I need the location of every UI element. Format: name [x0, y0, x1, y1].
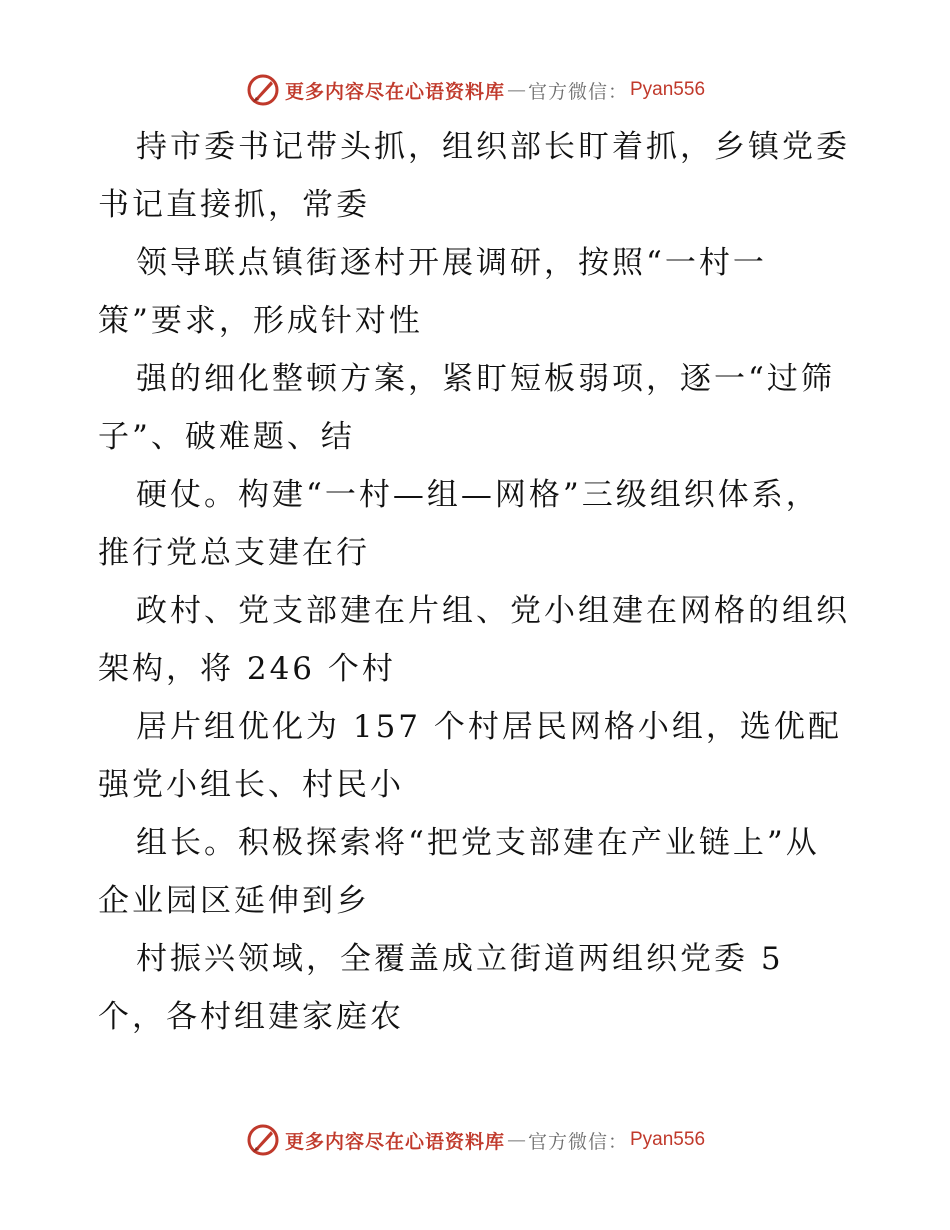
paragraph-line: 策”要求，形成针对性: [98, 303, 423, 339]
quill-pen-icon: [245, 1122, 281, 1158]
banner-brand: 更多内容尽在心语资料库: [284, 1130, 505, 1153]
paragraph-line: 子”、破难题、结: [98, 419, 355, 455]
paragraph: [98, 350, 858, 466]
paragraph-line: 持市委书记带头抓，组织部长盯着抓，乡镇党委: [136, 129, 850, 165]
banner-wechat-label: 官方微信：: [527, 80, 628, 103]
quill-pen-icon: [245, 72, 281, 108]
paragraph-line: 企业园区延伸到乡: [98, 883, 370, 919]
paragraph: [98, 698, 858, 814]
banner-wechat-label: 官方微信：: [527, 1130, 628, 1153]
banner-wechat-id: Pyan556: [630, 79, 706, 100]
paragraph-line: 书记直接抓，常委: [98, 187, 370, 223]
paragraph-line: 村振兴领域，全覆盖成立街道两组织党委 5: [136, 941, 784, 977]
paragraph-line: 架构，将 246 个村: [98, 651, 396, 687]
paragraph-line: 强党小组长、村民小: [98, 767, 404, 803]
paragraph: [98, 118, 858, 234]
paragraph-line: 政村、党支部建在片组、党小组建在网格的组织: [136, 593, 850, 629]
paragraph-line: 组长。积极探索将“把党支部建在产业链上”从: [136, 825, 820, 861]
paragraph-line: 推行党总支建在行: [98, 535, 370, 571]
banner-wechat-id: Pyan556: [630, 1129, 706, 1150]
paragraph: [98, 814, 858, 930]
paragraph: [98, 234, 858, 350]
paragraph-line: 居片组优化为 157 个村居民网格小组，选优配: [136, 709, 842, 745]
banner-separator: —: [506, 79, 526, 101]
paragraph-line: 领导联点镇街逐村开展调研，按照“一村一: [136, 245, 767, 281]
paragraph-line: 强的细化整顿方案，紧盯短板弱项，逐一“过筛: [136, 361, 835, 397]
paragraph: [98, 466, 858, 582]
paragraph-line: 硬仗。构建“一村—组—网格”三级组织体系，: [136, 477, 820, 513]
footer-banner: [0, 1120, 950, 1160]
banner-separator: —: [506, 1129, 526, 1151]
document-body: [98, 118, 858, 1046]
header-banner: [0, 70, 950, 110]
paragraph: [98, 582, 858, 698]
paragraph-line: 个，各村组建家庭农: [98, 999, 404, 1035]
paragraph: [98, 930, 858, 1046]
banner-brand: 更多内容尽在心语资料库: [284, 80, 505, 103]
